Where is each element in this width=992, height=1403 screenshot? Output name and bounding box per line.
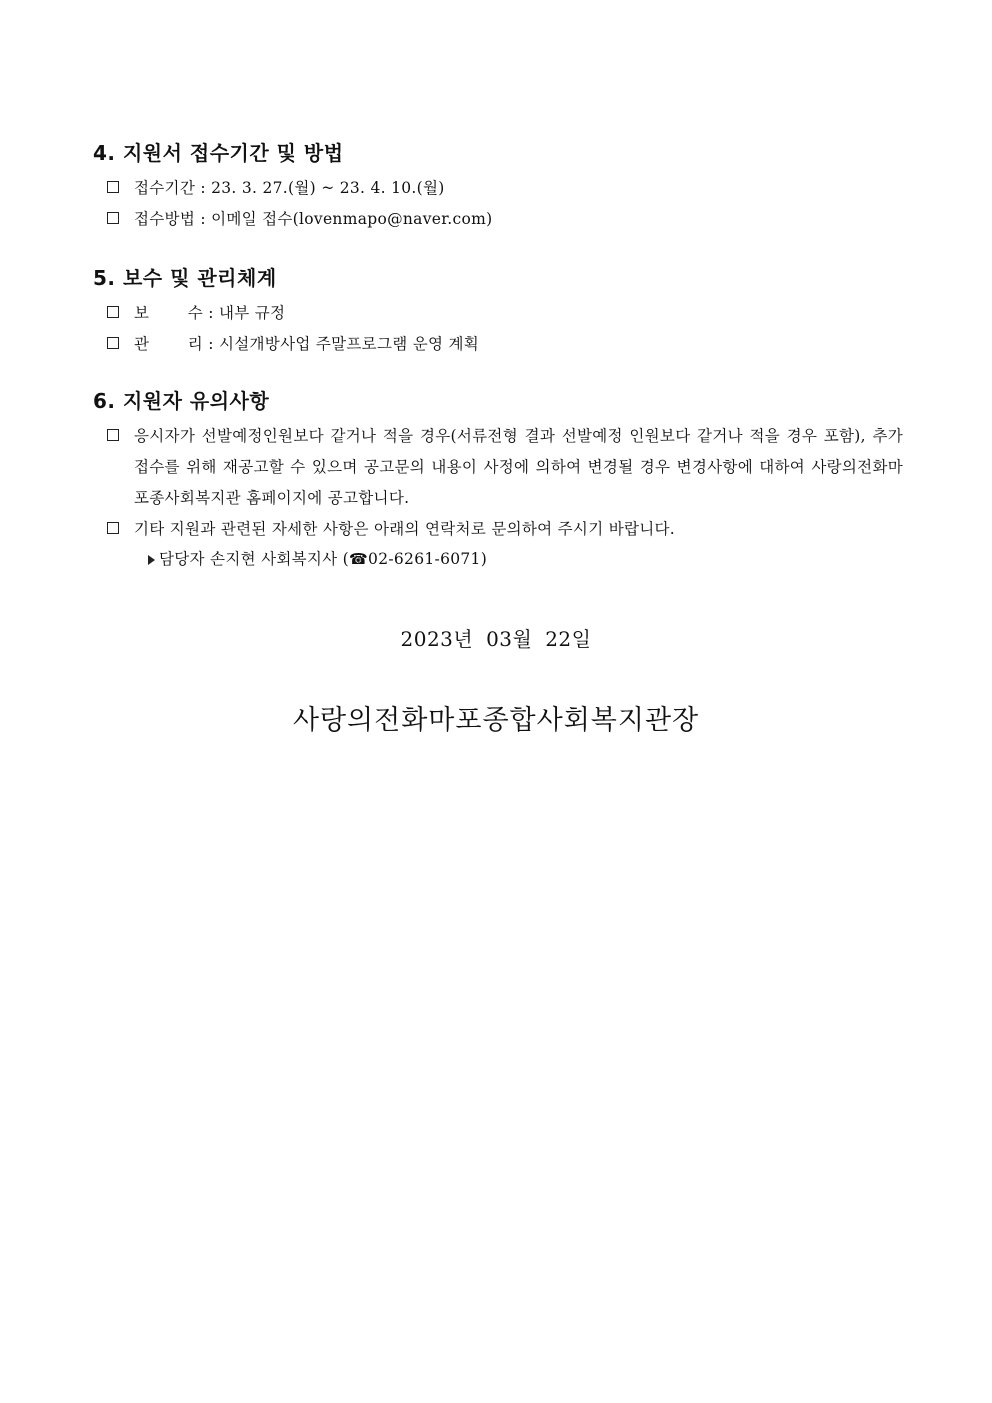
list-item: [93, 421, 903, 514]
item-text: : 시설개방사업 주말프로그램 운영 계획: [208, 335, 480, 353]
item-text: 접수기간 : 23. 3. 27.(월) ~ 23. 4. 10.(월): [134, 179, 445, 197]
contact-line: [93, 545, 903, 574]
section-application-period: [93, 139, 903, 235]
item-text: 접수방법 : 이메일 접수(lovenmapo@naver.com): [134, 210, 493, 228]
contact-text: 담당자 손지현 사회복지사 (: [159, 550, 350, 568]
phone-icon: ☎: [349, 550, 369, 568]
section-title: 6. 지원자 유의사항: [93, 389, 270, 413]
organization-signature: 사랑의전화마포종합사회복지관장: [292, 705, 700, 736]
list-item: [93, 298, 903, 329]
list-item: [93, 204, 903, 235]
section-title: 5. 보수 및 관리체계: [93, 266, 277, 290]
section-compensation: [93, 264, 903, 360]
checkbox-icon: [107, 306, 119, 318]
list-item: [93, 329, 903, 360]
section-applicant-notes: [93, 387, 903, 574]
checkbox-icon: [107, 181, 119, 193]
item-text: 응시자가 선발예정인원보다 같거나 적을 경우(서류전형 결과 선발예정 인원보다 같거나 적을 경우 포함), 추가 접수를 위해 재공고할 수 있으며 공고문의 내용이 사정에 의하여 변경될 경우 변경사항에 대하여 사랑의전화마포종사회복지관 홈페이지에 공고합니다.: [134, 427, 903, 507]
item-text: 기타 지원과 관련된 자세한 사항은 아래의 연락처로 문의하여 주시기 바랍니다.: [134, 520, 676, 538]
checkbox-icon: [107, 522, 119, 534]
checkbox-icon: [107, 337, 119, 349]
triangle-bullet-icon: [148, 555, 155, 565]
contact-phone: 02-6261-6071): [368, 550, 488, 568]
item-text: : 내부 규정: [208, 304, 286, 322]
list-item: [93, 173, 903, 204]
list-item: [93, 514, 903, 545]
item-label: 보 수: [134, 304, 203, 322]
checkbox-icon: [107, 429, 119, 441]
section-title: 4. 지원서 접수기간 및 방법: [93, 141, 344, 165]
item-label: 관 리: [134, 335, 203, 353]
checkbox-icon: [107, 212, 119, 224]
document-date: 2023년 03월 22일: [400, 627, 592, 651]
